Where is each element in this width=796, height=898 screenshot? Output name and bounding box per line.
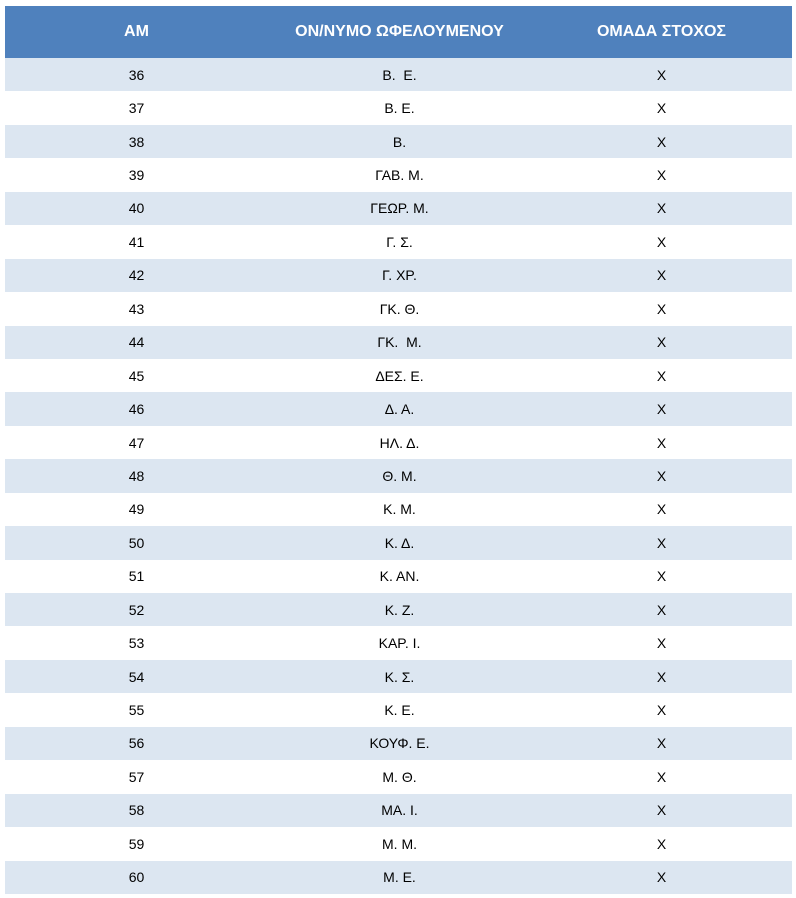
cell-target-group: Χ bbox=[656, 66, 667, 83]
cell-name: Μ. Θ. bbox=[382, 768, 417, 785]
cell-name: Γ. ΧΡ. bbox=[382, 267, 417, 284]
cell-target-group: Χ bbox=[656, 267, 667, 284]
header-target-group: ΟΜΑΔΑ ΣΤΟΧΟΣ bbox=[596, 23, 727, 40]
cell-am: 50 bbox=[128, 534, 145, 551]
cell-target-group: Χ bbox=[656, 601, 667, 618]
cell-target-group: Χ bbox=[656, 668, 667, 685]
cell-target-group: Χ bbox=[656, 367, 667, 384]
cell-name: ΓΚ. Θ. bbox=[379, 300, 420, 317]
cell-name: Δ. Α. bbox=[384, 401, 415, 418]
cell-name: Κ. Ζ. bbox=[384, 601, 415, 618]
cell-target-group: Χ bbox=[656, 200, 667, 217]
table-row bbox=[5, 326, 792, 359]
cell-am: 60 bbox=[128, 869, 145, 886]
table-row bbox=[5, 560, 792, 593]
cell-name: Β. Ε. bbox=[384, 100, 415, 117]
cell-am: 40 bbox=[128, 200, 145, 217]
cell-name: Θ. Μ. bbox=[382, 467, 417, 484]
cell-name: Μ. Ε. bbox=[383, 869, 416, 886]
cell-name: Κ. Σ. bbox=[384, 668, 415, 685]
cell-name: Μ. Μ. bbox=[382, 835, 417, 852]
cell-name: Κ. Ε. bbox=[384, 702, 415, 719]
cell-name: Β. Ε. bbox=[382, 66, 417, 83]
cell-name: ΓΚ. Μ. bbox=[377, 334, 422, 351]
cell-target-group: Χ bbox=[656, 334, 667, 351]
cell-am: 59 bbox=[128, 835, 145, 852]
cell-target-group: Χ bbox=[656, 869, 667, 886]
cell-am: 43 bbox=[128, 300, 145, 317]
table-row bbox=[5, 91, 792, 124]
table-header bbox=[5, 6, 792, 58]
table-row bbox=[5, 626, 792, 659]
cell-am: 55 bbox=[128, 702, 145, 719]
cell-am: 41 bbox=[128, 233, 145, 250]
cell-am: 54 bbox=[128, 668, 145, 685]
beneficiaries-table bbox=[5, 6, 792, 894]
cell-am: 58 bbox=[128, 802, 145, 819]
table-row bbox=[5, 526, 792, 559]
cell-am: 42 bbox=[128, 267, 145, 284]
table-row bbox=[5, 392, 792, 425]
cell-target-group: Χ bbox=[656, 467, 667, 484]
cell-am: 48 bbox=[128, 467, 145, 484]
cell-name: ΓΑΒ. Μ. bbox=[375, 167, 424, 184]
cell-target-group: Χ bbox=[656, 835, 667, 852]
cell-name: ΔΕΣ. Ε. bbox=[375, 367, 424, 384]
table-row bbox=[5, 693, 792, 726]
cell-target-group: Χ bbox=[656, 534, 667, 551]
cell-am: 38 bbox=[128, 133, 145, 150]
table-row bbox=[5, 192, 792, 225]
cell-target-group: Χ bbox=[656, 133, 667, 150]
cell-am: 45 bbox=[128, 367, 145, 384]
cell-target-group: Χ bbox=[656, 635, 667, 652]
cell-name: ΚΟΥΦ. Ε. bbox=[369, 735, 430, 752]
table-row bbox=[5, 660, 792, 693]
cell-target-group: Χ bbox=[656, 702, 667, 719]
cell-am: 49 bbox=[128, 501, 145, 518]
header-am: AM bbox=[124, 23, 149, 40]
cell-am: 57 bbox=[128, 768, 145, 785]
table-row bbox=[5, 225, 792, 258]
cell-target-group: Χ bbox=[656, 568, 667, 585]
table-row bbox=[5, 760, 792, 793]
cell-target-group: Χ bbox=[656, 501, 667, 518]
cell-target-group: Χ bbox=[656, 768, 667, 785]
cell-target-group: Χ bbox=[656, 735, 667, 752]
cell-target-group: Χ bbox=[656, 300, 667, 317]
cell-am: 51 bbox=[128, 568, 145, 585]
table-row bbox=[5, 158, 792, 191]
cell-am: 53 bbox=[128, 635, 145, 652]
table-row bbox=[5, 58, 792, 91]
cell-name: Κ. Μ. bbox=[383, 501, 416, 518]
cell-name: Κ. ΑΝ. bbox=[379, 568, 420, 585]
table-row bbox=[5, 794, 792, 827]
cell-am: 56 bbox=[128, 735, 145, 752]
cell-am: 46 bbox=[128, 401, 145, 418]
table-row bbox=[5, 861, 792, 894]
cell-target-group: Χ bbox=[656, 401, 667, 418]
cell-name: Β. bbox=[392, 133, 407, 150]
table-row bbox=[5, 493, 792, 526]
cell-name: ΓΕΩΡ. Μ. bbox=[370, 200, 429, 217]
table-row bbox=[5, 259, 792, 292]
cell-target-group: Χ bbox=[656, 802, 667, 819]
table-row bbox=[5, 459, 792, 492]
cell-am: 37 bbox=[128, 100, 145, 117]
table-row bbox=[5, 359, 792, 392]
table-row bbox=[5, 593, 792, 626]
cell-name: ΗΛ. Δ. bbox=[379, 434, 420, 451]
cell-target-group: Χ bbox=[656, 233, 667, 250]
cell-name: ΚΑΡ. Ι. bbox=[378, 635, 421, 652]
cell-name: ΜΑ. Ι. bbox=[381, 802, 418, 819]
cell-am: 39 bbox=[128, 167, 145, 184]
table-row bbox=[5, 426, 792, 459]
cell-am: 44 bbox=[128, 334, 145, 351]
cell-target-group: Χ bbox=[656, 434, 667, 451]
cell-am: 47 bbox=[128, 434, 145, 451]
table-row bbox=[5, 125, 792, 158]
cell-am: 52 bbox=[128, 601, 145, 618]
cell-am: 36 bbox=[128, 66, 145, 83]
header-name: ΟΝ/ΝΥΜΟ ΩΦΕΛΟΥΜΕΝΟΥ bbox=[295, 23, 504, 40]
cell-target-group: Χ bbox=[656, 100, 667, 117]
cell-target-group: Χ bbox=[656, 167, 667, 184]
cell-name: Κ. Δ. bbox=[384, 534, 415, 551]
table-row bbox=[5, 727, 792, 760]
cell-name: Γ. Σ. bbox=[386, 233, 413, 250]
table-body bbox=[5, 58, 792, 894]
table-row bbox=[5, 292, 792, 325]
table-row bbox=[5, 827, 792, 860]
